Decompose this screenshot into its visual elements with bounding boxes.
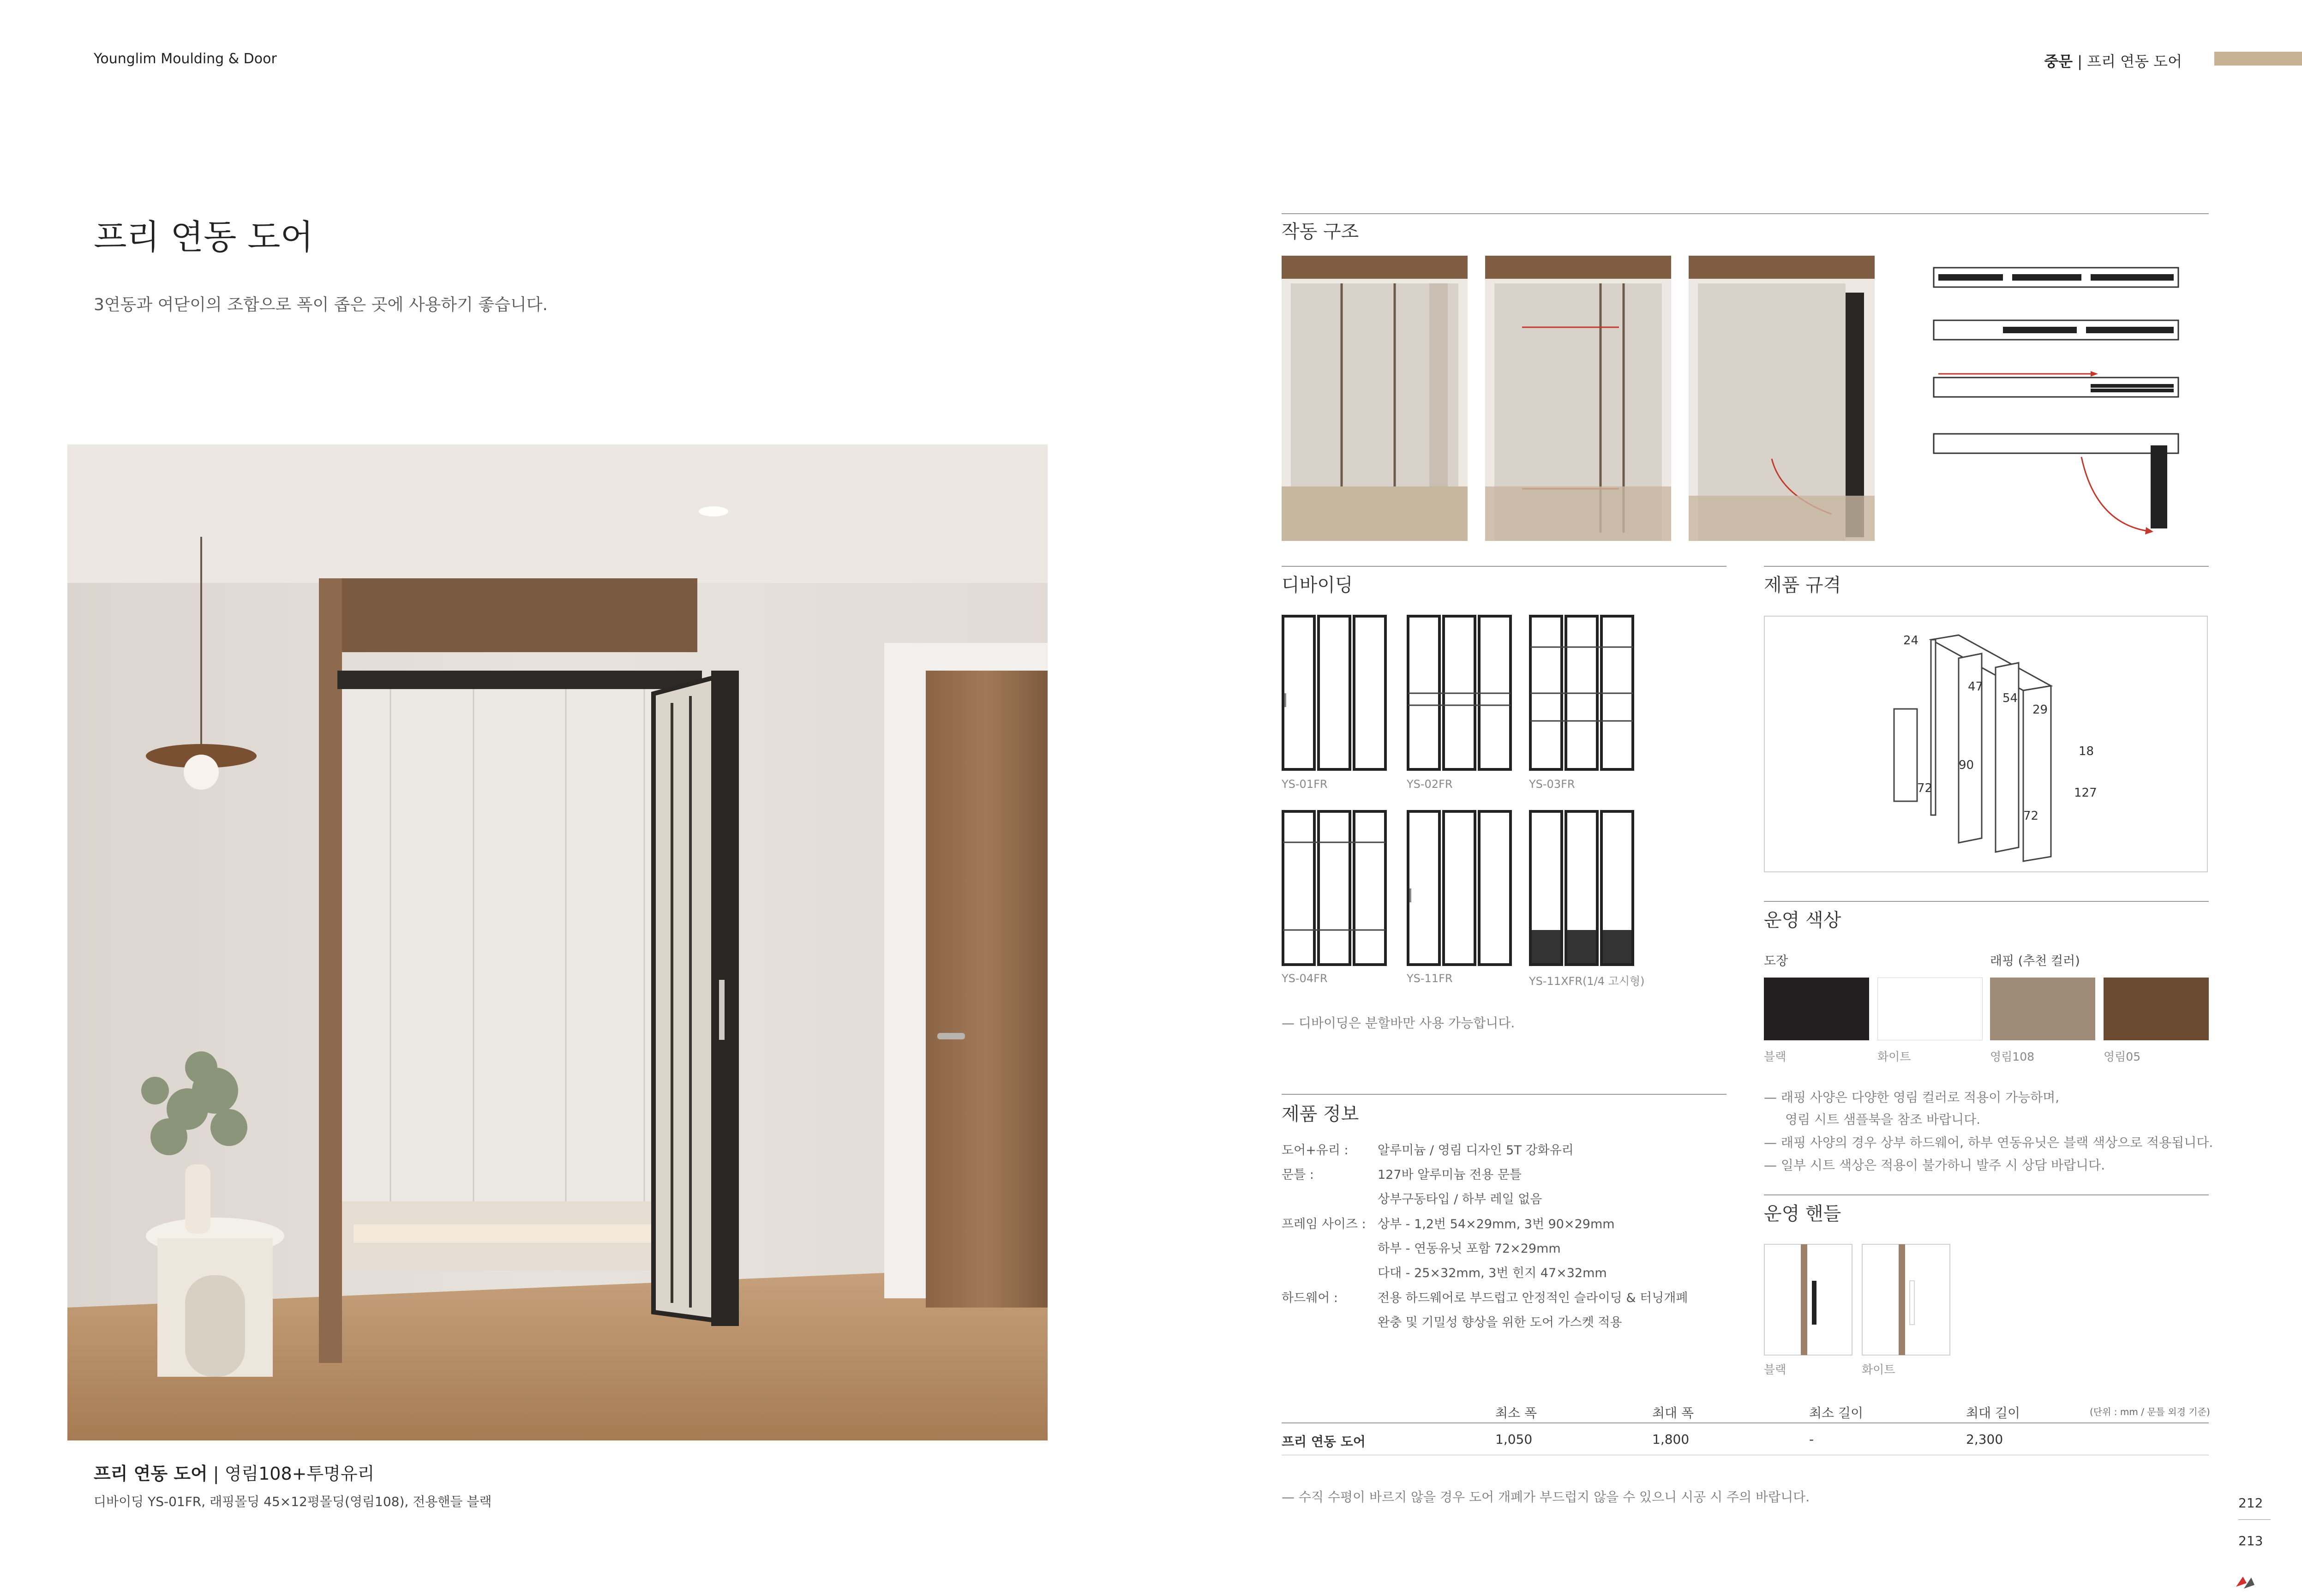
info-title: 제품 정보 (1282, 1104, 1359, 1125)
swatch-name-4: 영림05 (2104, 1050, 2141, 1063)
spec-dim-3: 54 (2002, 691, 2018, 705)
operation-photo-3 (1689, 256, 1875, 541)
info-value-3: 상부구동타입 / 하부 레일 없음 (1378, 1192, 1542, 1206)
swatch-name-2: 화이트 (1877, 1050, 1911, 1063)
colors-title: 운영 색상 (1764, 910, 1841, 931)
spec-dim-7: 18 (2079, 744, 2094, 758)
spec-dim-5: 72 (1917, 781, 1933, 795)
operation-divider (1282, 213, 2209, 214)
logo-mark (2234, 1573, 2257, 1593)
dividing-label-1: YS-01FR (1282, 778, 1328, 791)
dividing-ys02fr (1407, 615, 1513, 773)
section-tag-bold: 중문 (2044, 53, 2073, 70)
section-tag-rest: 프리 연동 도어 (2087, 53, 2182, 70)
info-label-7: 하드웨어 : (1282, 1291, 1338, 1305)
handle-name-1: 블랙 (1764, 1363, 1786, 1376)
table-cell-min-width: 1,050 (1495, 1432, 1533, 1447)
color-note-3: — 래핑 사양의 경우 상부 하드웨어, 하부 연동유닛은 블랙 색상으로 적용됩니다. (1764, 1135, 2213, 1150)
handle-black-image (1764, 1244, 1852, 1357)
operation-photo-1 (1282, 256, 1468, 541)
swatch-younglim05 (2104, 978, 2209, 1040)
caption-subtext: 디바이딩 YS-01FR, 래핑몰딩 45×12평몰딩(영림108), 전용핸들 블랙 (94, 1494, 492, 1509)
swatch-name-3: 영림108 (1990, 1050, 2035, 1063)
page-subtitle: 3연동과 여닫이의 조합으로 폭이 좁은 곳에 사용하기 좋습니다. (94, 295, 548, 314)
info-label-4: 프레임 사이즈 : (1282, 1217, 1366, 1231)
dividing-ys11xfr (1529, 810, 1635, 968)
spec-title: 제품 규격 (1764, 575, 1841, 596)
operation-diagram (1929, 263, 2188, 549)
handle-white-image (1862, 1244, 1950, 1357)
color-note-4: — 일부 시트 색상은 적용이 불가하니 발주 시 상담 바랍니다. (1764, 1158, 2105, 1173)
paint-label: 도장 (1764, 954, 1788, 968)
dividing-ys03fr (1529, 615, 1635, 773)
dividing-label-5: YS-11FR (1407, 972, 1453, 985)
table-header-max-width: 최대 폭 (1652, 1405, 1694, 1421)
page-number-right: 213 (2238, 1533, 2263, 1548)
swatch-name-1: 블랙 (1764, 1050, 1786, 1063)
product-photo (67, 444, 1048, 1440)
info-divider (1282, 1094, 1726, 1095)
section-accent-bar (2214, 52, 2302, 66)
dividing-label-2: YS-02FR (1407, 778, 1453, 791)
table-unit-note: (단위 : mm / 문틀 외경 기준) (2090, 1406, 2210, 1417)
swatch-white (1877, 978, 1983, 1040)
table-cell-min-length: - (1809, 1432, 1814, 1447)
info-value-7: 전용 하드웨어로 부드럽고 안정적인 슬라이딩 & 터닝개폐 (1378, 1291, 1688, 1305)
spec-dim-8: 90 (1959, 758, 1974, 772)
spec-dim-2: 47 (1968, 680, 1984, 694)
caption-title: 프리 연동 도어 (94, 1464, 208, 1484)
swatch-younglim108 (1990, 978, 2095, 1040)
dividing-label-4: YS-04FR (1282, 972, 1328, 985)
photo-caption (94, 1459, 374, 1485)
table-header-min-length: 최소 길이 (1809, 1405, 1864, 1421)
dividing-ys11fr (1407, 810, 1513, 968)
info-value-6: 다대 - 25×32mm, 3번 힌지 47×32mm (1378, 1266, 1607, 1280)
handles-divider (1764, 1194, 2209, 1195)
page-title: 프리 연동 도어 (94, 217, 313, 257)
dividing-ys04fr (1282, 810, 1388, 968)
table-cell-max-length: 2,300 (1966, 1432, 2003, 1447)
operation-title: 작동 구조 (1282, 221, 1359, 242)
room-illustration (67, 444, 1048, 1440)
section-tag (2044, 50, 2182, 71)
spec-diagram (1765, 617, 2207, 871)
table-divider-top (1282, 1422, 2209, 1423)
table-cell-max-width: 1,800 (1652, 1432, 1690, 1447)
dividing-divider (1282, 566, 1726, 567)
spec-divider (1764, 566, 2209, 567)
info-label-1: 도어+유리 : (1282, 1143, 1349, 1158)
dividing-title: 디바이딩 (1282, 575, 1353, 596)
dividing-label-6: YS-11XFR(1/4 고시형) (1529, 975, 1645, 988)
dividing-label-3: YS-03FR (1529, 778, 1575, 791)
color-note-1: — 래핑 사양은 다양한 영림 컬러로 적용이 가능하며, (1764, 1090, 2060, 1105)
spec-dim-9: 72 (2023, 809, 2039, 823)
brand-name: Younglim Moulding & Door (94, 51, 277, 67)
color-note-2: 영림 시트 샘플북을 참조 바랍니다. (1785, 1112, 1981, 1127)
operation-photo-2 (1485, 256, 1671, 541)
colors-divider (1764, 901, 2209, 902)
info-value-1: 알루미늄 / 영림 디자인 5T 강화유리 (1378, 1143, 1574, 1158)
swatch-black (1764, 978, 1869, 1040)
spec-dim-1: 24 (1903, 634, 1919, 648)
caption-sep: | (207, 1464, 225, 1484)
wrap-label: 래핑 (추천 컬러) (1990, 954, 2080, 968)
handles-title: 운영 핸들 (1764, 1203, 1841, 1224)
info-value-5: 하부 - 연동유닛 포함 72×29mm (1378, 1242, 1561, 1256)
section-tag-sep: | (2073, 53, 2087, 70)
handle-name-2: 화이트 (1862, 1363, 1895, 1376)
table-header-max-length: 최대 길이 (1966, 1405, 2020, 1421)
spec-dim-4: 29 (2032, 703, 2048, 717)
page-number-left: 212 (2238, 1495, 2263, 1511)
spec-diagram-box (1764, 616, 2208, 872)
info-value-4: 상부 - 1,2번 54×29mm, 3번 90×29mm (1378, 1217, 1615, 1231)
dividing-note: — 디바이딩은 분할바만 사용 가능합니다. (1282, 1015, 1515, 1031)
info-label-2: 문틀 : (1282, 1168, 1314, 1182)
table-row-label: 프리 연동 도어 (1282, 1434, 1366, 1449)
table-note: — 수직 수평이 바르지 않을 경우 도어 개폐가 부드럽지 않을 수 있으니 시공 시 주의 바랍니다. (1282, 1489, 1810, 1505)
info-value-2: 127바 알루미늄 전용 문틀 (1378, 1168, 1522, 1182)
table-header-min-width: 최소 폭 (1495, 1405, 1537, 1421)
info-value-8: 완충 및 기밀성 향상을 위한 도어 가스켓 적용 (1378, 1315, 1622, 1330)
dividing-ys01fr (1282, 615, 1388, 773)
spec-dim-6: 127 (2074, 786, 2097, 800)
page-number-divider (2238, 1519, 2271, 1520)
caption-detail: 영림108+투명유리 (224, 1464, 375, 1484)
